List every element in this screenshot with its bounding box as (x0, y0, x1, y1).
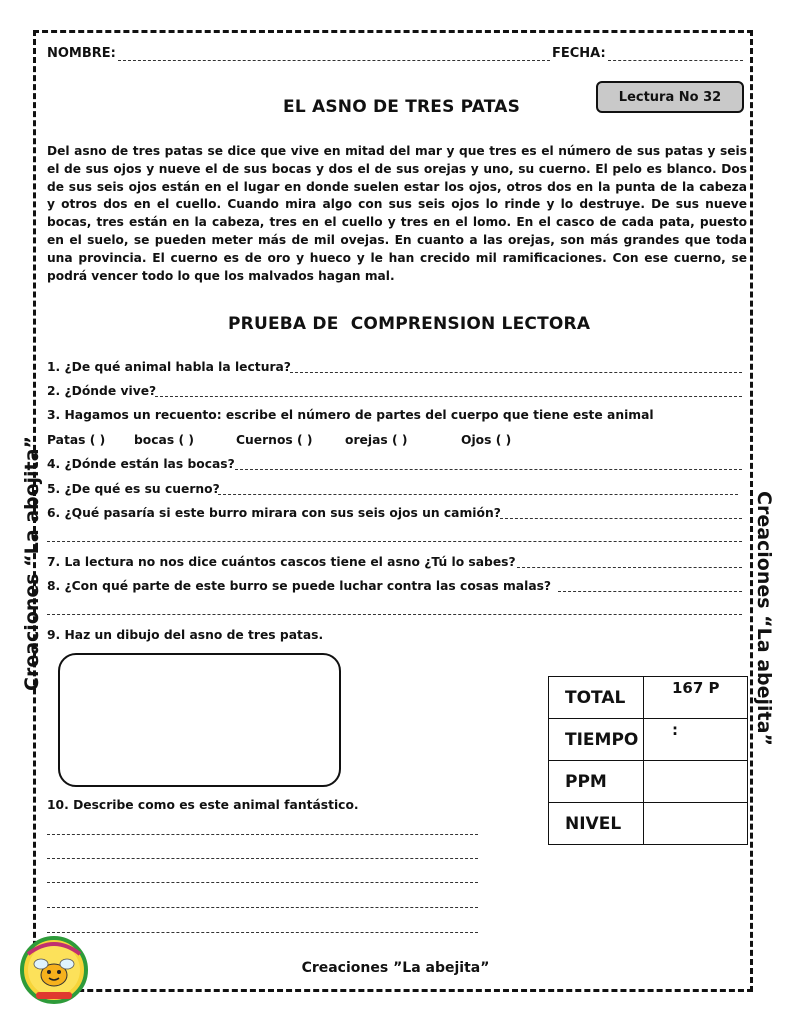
question-5: 5. ¿De qué es su cuerno? (47, 482, 220, 496)
score-row-ppm (549, 761, 748, 803)
answer-8-line[interactable] (558, 591, 742, 592)
name-field[interactable] (118, 60, 550, 61)
answer-8-line-2[interactable] (47, 614, 742, 615)
answer-6-line-2[interactable] (47, 541, 742, 542)
score-row-total (549, 677, 748, 719)
side-text-left: Creaciones “La abejita” (21, 436, 43, 691)
question-6: 6. ¿Qué pasaría si este burro mirara con sus seis ojos un camión? (47, 506, 501, 520)
answer-7-line[interactable] (517, 567, 742, 568)
answer-5-line[interactable] (218, 494, 738, 495)
date-label: FECHA: (552, 46, 606, 61)
question-2: 2. ¿Dónde vive? (47, 384, 157, 398)
answer-10-line-2[interactable] (47, 858, 478, 859)
answer-2-line[interactable] (155, 396, 742, 397)
q3-orejas: orejas ( ) (345, 433, 408, 447)
question-9: 9. Haz un dibujo del asno de tres patas. (47, 628, 324, 642)
score-value[interactable]: 167 P (644, 677, 748, 719)
q3-bocas: bocas ( ) (134, 433, 194, 447)
q3-cuernos: Cuernos ( ) (236, 433, 313, 447)
date-field[interactable] (608, 60, 743, 61)
q3-patas: Patas ( ) (47, 433, 106, 447)
question-3: 3. Hagamos un recuento: escribe el número de partes del cuerpo que tiene este animal (47, 408, 654, 422)
score-value[interactable] (644, 761, 748, 803)
answer-10-line-3[interactable] (47, 882, 478, 883)
answer-10-line-1[interactable] (47, 834, 478, 835)
score-row-tiempo (549, 719, 748, 761)
question-8: 8. ¿Con qué parte de este burro se puede luchar contra las cosas malas? (47, 579, 552, 593)
score-label: TIEMPO (549, 719, 644, 761)
footer-credit: Creaciones ”La abejita” (301, 960, 490, 976)
score-value[interactable] (644, 803, 748, 845)
score-label: PPM (549, 761, 644, 803)
score-table (548, 676, 748, 845)
reading-title: EL ASNO DE TRES PATAS (283, 97, 521, 117)
reading-text: Del asno de tres patas se dice que vive en mitad del mar y que tres es el número de sus patas y seis el de sus ojos y nueve el de sus bocas y dos el de sus orejas y uno, su cuerno. El pelo es blanco. Dos de sus seis ojos están en el lugar en donde suelen estar los ojos, otros dos en la punta de la cabeza y otros dos en el cuello. Cuando mira algo con sus seis ojos lo rinde y lo destruye. De sus nueve bocas, tres están en la cabeza, tres en el cuello y tres en el lomo. En el casco de cada pata, puesto en el suelo, se pueden meter más de mil ovejas. En cuanto a las orejas, son más grandes que toda una provincia. El cuerno es de oro y hueco y le han crecido mil ramificaciones. Con ese cuerno, se podrá vencer todo lo que los malvados hagan mal. (47, 144, 747, 283)
answer-10-line-4[interactable] (47, 907, 478, 908)
q3-ojos: Ojos ( ) (461, 433, 512, 447)
score-label: NIVEL (549, 803, 644, 845)
test-title: PRUEBA DE COMPRENSION LECTORA (228, 314, 591, 334)
drawing-box[interactable] (58, 653, 341, 787)
side-text-right: Creaciones “La abejita” (753, 491, 775, 746)
score-row-nivel (549, 803, 748, 845)
question-4: 4. ¿Dónde están las bocas? (47, 457, 235, 471)
score-label: TOTAL (549, 677, 644, 719)
question-7: 7. La lectura no nos dice cuántos cascos tiene el asno ¿Tú lo sabes? (47, 555, 516, 569)
name-label: NOMBRE: (47, 46, 116, 61)
reading-number-badge: Lectura No 32 (596, 81, 744, 113)
answer-1-line[interactable] (290, 372, 742, 373)
answer-4-line[interactable] (235, 469, 742, 470)
question-10: 10. Describe como es este animal fantástico. (47, 798, 359, 812)
score-value[interactable]: : (644, 719, 748, 761)
question-1: 1. ¿De qué animal habla la lectura? (47, 360, 291, 374)
answer-6-line[interactable] (500, 518, 742, 519)
answer-10-line-5[interactable] (47, 932, 478, 933)
